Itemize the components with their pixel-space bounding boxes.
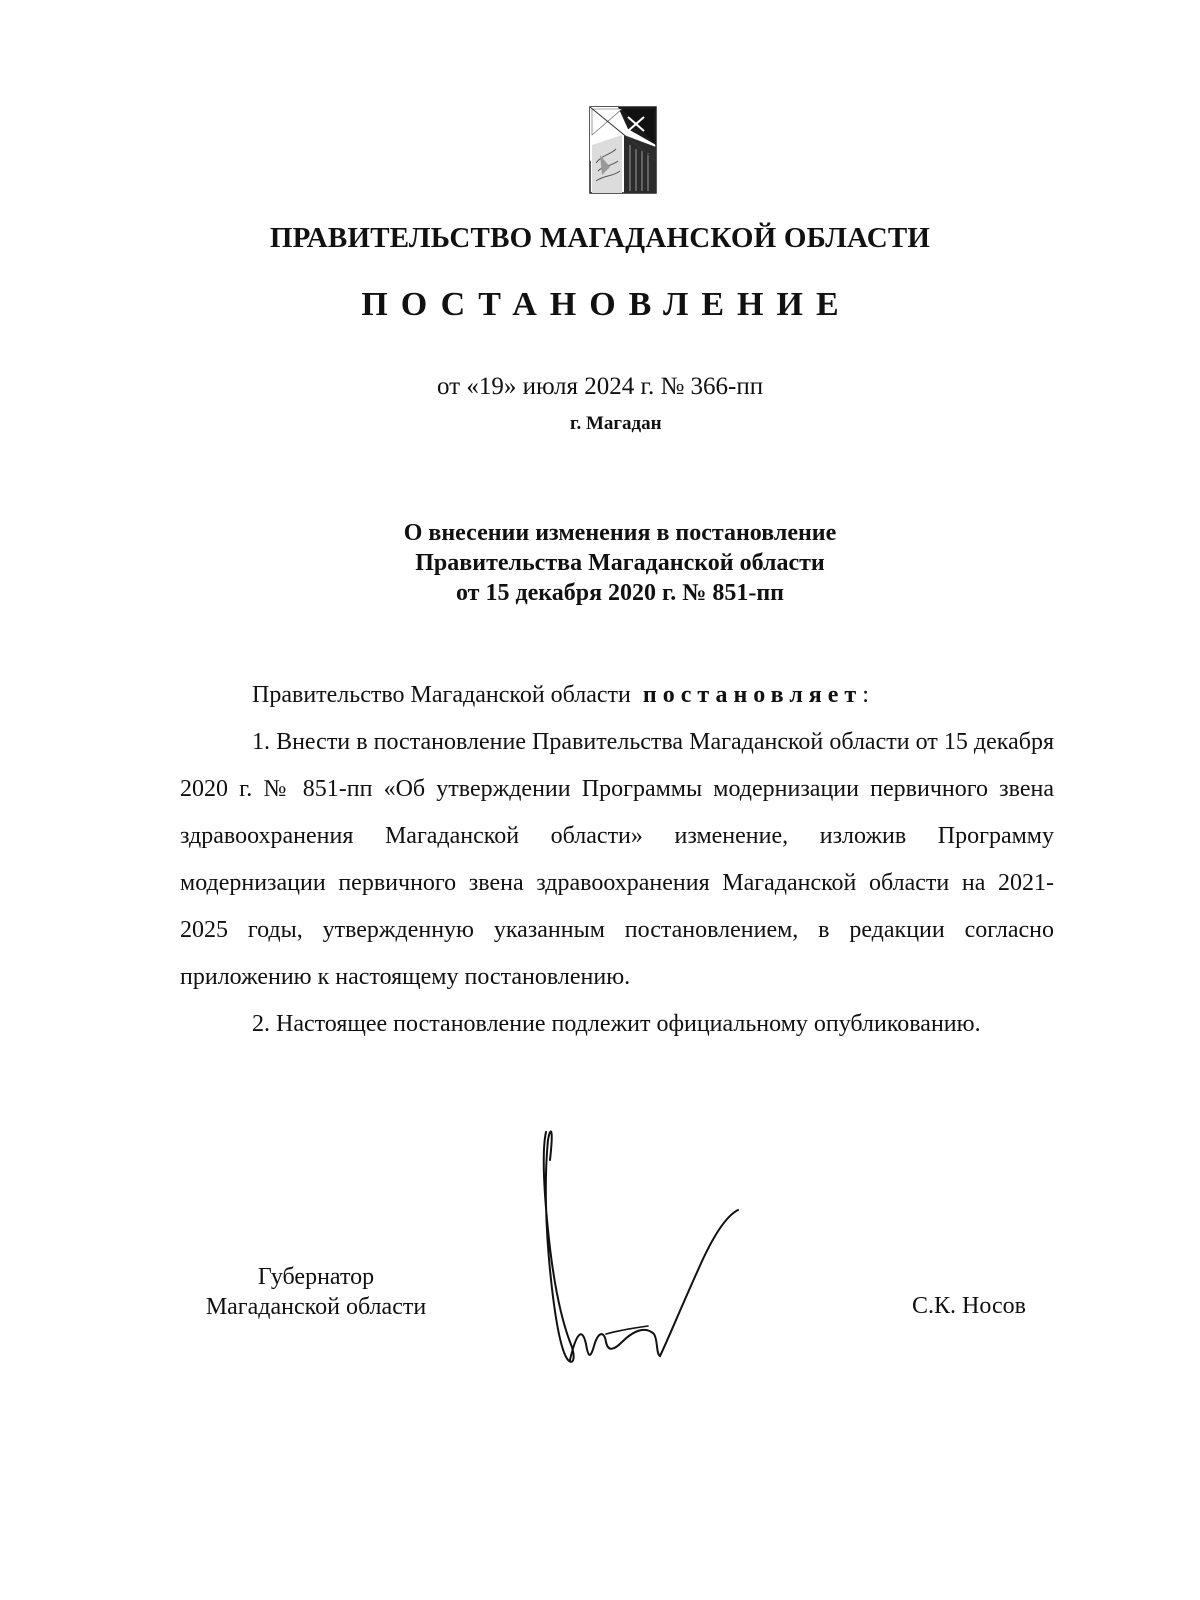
signer-title [190, 1262, 442, 1322]
paragraph-2: 2. Настоящее постановление подлежит официальному опубликованию. [252, 1011, 981, 1037]
document-date: от «19» июля 2024 г. № 366-пп [437, 373, 764, 400]
coat-of-arms-icon [588, 105, 658, 195]
handwritten-signature-icon [530, 1120, 760, 1380]
subject-line: О внесении изменения в постановление [403, 520, 837, 546]
paragraph-1: 1. Внести в постановление Правительства Магаданской области от 15 декабря 2020 г. № 851-пп «Об утверждении Программы модернизации первичного звена здравоохранения Магаданской области» изменение, изложив Программу модернизации первичного звена здравоохранения Магаданской области на 2021-2025 годы, утвержденную указанным постановлением, в редакции согласно приложению к настоящему постановлению. [180, 729, 1054, 990]
signer-title-line: Магаданской области [205, 1294, 427, 1320]
intro-paragraph [180, 672, 1054, 719]
signer-name: С.К. Носов [912, 1293, 1026, 1319]
intro-decree-word: постановляет [642, 682, 863, 708]
document-type: ПОСТАНОВЛЕНИЕ [361, 286, 852, 323]
document-subject [0, 518, 1200, 608]
subject-line: от 15 декабря 2020 г. № 851-пп [455, 580, 785, 606]
intro-prefix: Правительство Магаданской области [252, 682, 631, 708]
subject-line: Правительства Магаданской области [415, 550, 825, 576]
intro-suffix: : [862, 682, 869, 708]
government-name: ПРАВИТЕЛЬСТВО МАГАДАНСКОЙ ОБЛАСТИ [269, 222, 931, 254]
signer-title-line: Губернатор [257, 1264, 375, 1290]
document-city: г. Магадан [570, 413, 662, 434]
document-body [180, 672, 1054, 1048]
